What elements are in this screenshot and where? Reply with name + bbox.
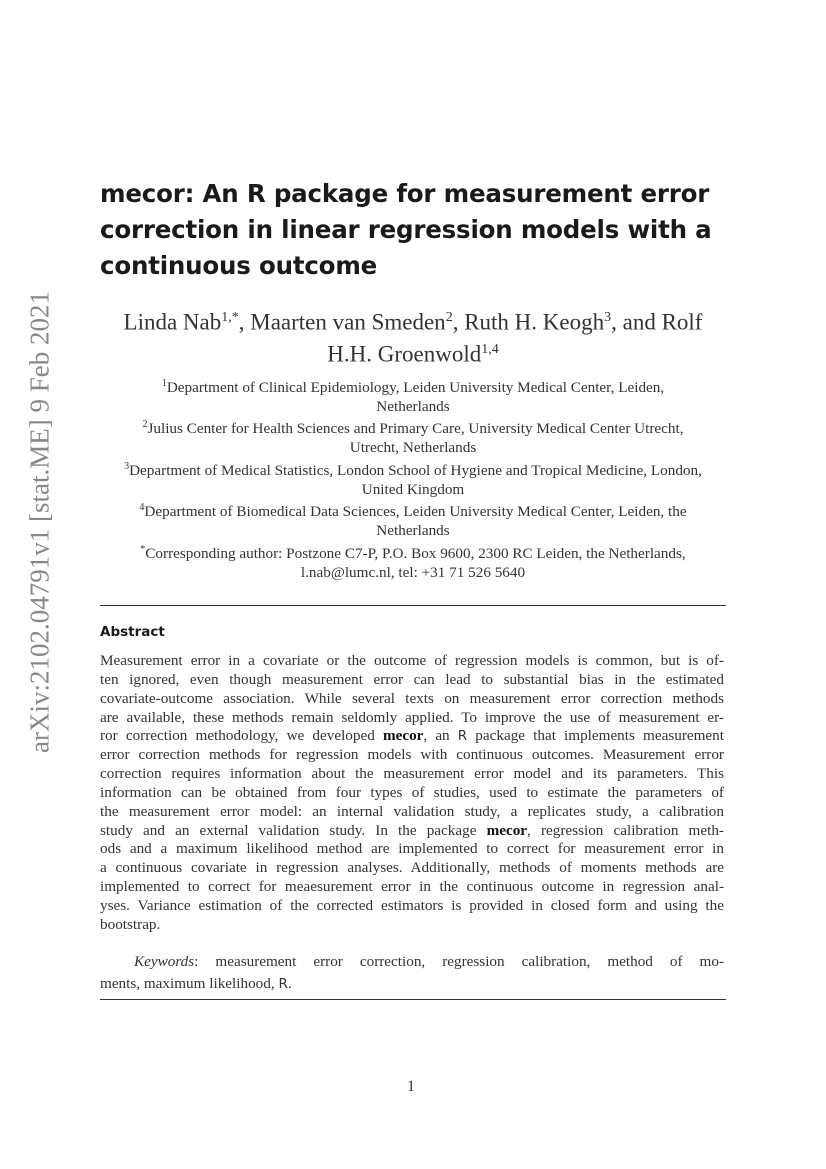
affiliation-text: l.nab@lumc.nl, tel: +31 71 526 5640: [300, 563, 526, 581]
affiliation-text: United Kingdom: [361, 480, 465, 498]
package-name: mecor: [382, 727, 424, 745]
keywords-r: R: [278, 976, 288, 992]
affiliation-line: [96, 375, 730, 398]
affiliation-text: Department of Clinical Epidemiology, Leiden University Medical Center, Leiden,: [166, 379, 665, 397]
abstract-line: [100, 765, 724, 784]
affiliation-line: [96, 439, 730, 458]
affiliation-line: [96, 564, 730, 583]
abstract-text: implemented to correct for meaesurement error in the continuous outcome in regression anal-: [100, 878, 724, 896]
page-number: 1: [407, 1078, 415, 1095]
abstract-text: are available, these methods remain seldomly applied. To improve the use of measurement er-: [100, 708, 724, 726]
affiliation-mark: 3: [124, 460, 130, 472]
abstract-line: [100, 859, 724, 878]
abstract-line: [100, 746, 724, 765]
abstract-line: [100, 671, 724, 690]
abstract-text: yses. Variance estimation of the corrected estimators is provided in closed form and using the: [100, 896, 724, 914]
author-line: [96, 304, 730, 336]
arxiv-identifier: arXiv:2102.04791v1 [stat.ME] 9 Feb 2021: [24, 291, 55, 753]
abstract-line: [100, 803, 724, 822]
author-line: [96, 336, 730, 368]
author-name: , and Rolf: [611, 309, 703, 335]
affiliation-line: [96, 481, 730, 500]
author-affil-mark: 2: [445, 310, 453, 325]
abstract-body: [100, 652, 724, 935]
author-list: [96, 304, 730, 367]
affiliation-text: Department of Biomedical Data Sciences, Leiden University Medical Center, Leiden, the: [144, 503, 687, 521]
abstract-line: [100, 916, 724, 935]
abstract-heading: Abstract: [100, 624, 165, 640]
affiliation-text: Netherlands: [376, 397, 450, 415]
bottom-rule: [100, 999, 726, 1000]
affiliation-line: [96, 522, 730, 541]
abstract-line: [100, 690, 724, 709]
keywords: [100, 951, 724, 995]
abstract-text: bootstrap.: [100, 915, 161, 933]
abstract-text: package that implements measurement: [467, 727, 724, 745]
affiliation-line: [96, 416, 730, 439]
affiliation-mark: 2: [142, 419, 148, 431]
abstract-line: [100, 822, 724, 841]
abstract-text: ten ignored, even though measurement error can lead to substantial bias in the estimated: [100, 670, 724, 688]
abstract-text: ror correction methodology, we developed: [100, 727, 383, 745]
abstract-text: the measurement error model: an internal validation study, a replicates study, a calibration: [100, 802, 724, 820]
abstract-text: covariate-outcome association. While several texts on measurement error correction methods: [100, 689, 724, 707]
abstract-text: Measurement error in a covariate or the outcome of regression models is common, but is of-: [100, 652, 724, 669]
title-line: mecor: An R package for measurement error: [100, 179, 710, 208]
abstract-text: a continuous covariate in regression analyses. Additionally, methods of moments methods are: [100, 859, 724, 877]
abstract-text: study and an external validation study. In the package: [100, 821, 487, 839]
abstract-text: R: [457, 728, 468, 745]
author-name: , Ruth H. Keogh: [452, 309, 605, 335]
keywords-text: ments, maximum likelihood,: [100, 975, 279, 992]
affiliation-text: Department of Medical Statistics, London School of Hygiene and Tropical Medicine, London,: [129, 462, 702, 479]
affiliation-mark: 1: [161, 378, 167, 389]
abstract-line: [100, 878, 724, 897]
abstract-line: [100, 897, 724, 916]
affiliation-text: Corresponding author: Postzone C7-P, P.O. Box 9600, 2300 RC Leiden, the Netherlands,: [145, 544, 686, 562]
abstract-line: [100, 784, 724, 803]
abstract-text: , an: [423, 727, 458, 745]
affiliation-mark: *: [140, 543, 146, 555]
keywords-line: [100, 951, 724, 973]
affiliations: [96, 375, 730, 582]
affiliation-line: [96, 458, 730, 481]
title-line: continuous outcome: [100, 251, 378, 280]
abstract-line: [100, 709, 724, 728]
top-rule: [100, 605, 726, 606]
paper-title: [100, 176, 740, 284]
abstract-text: error correction methods for regression models with continuous outcomes. Measurement error: [100, 746, 724, 764]
abstract-text: , regression calibration meth-: [527, 821, 724, 839]
abstract-text: information can be obtained from four types of studies, used to estimate the parameters of: [100, 783, 724, 801]
keywords-label: Keywords: [134, 953, 195, 970]
author-name: , Maarten van Smeden: [238, 309, 446, 335]
abstract-line: [100, 727, 724, 746]
abstract-text: ods and a maximum likelihood method are implemented to correct for measurement error in: [100, 840, 724, 858]
keywords-text: : measurement error correction, regression calibration, method of mo-: [194, 953, 724, 970]
affiliation-line: [96, 398, 730, 417]
author-affil-mark: 1,4: [481, 341, 499, 357]
author-name: Linda Nab: [123, 309, 222, 335]
keywords-line: [100, 973, 724, 995]
affiliation-text: Julius Center for Health Sciences and Primary Care, University Medical Center Utrecht,: [147, 420, 684, 438]
abstract-line: [100, 840, 724, 859]
author-name: H.H. Groenwold: [327, 341, 482, 367]
affiliation-line: [96, 541, 730, 564]
affiliation-text: Utrecht, Netherlands: [349, 439, 477, 457]
affiliation-mark: 4: [139, 502, 145, 514]
keywords-text: .: [287, 975, 292, 992]
affiliation-text: Netherlands: [376, 522, 450, 540]
title-line: correction in linear regression models with a: [100, 215, 712, 244]
abstract-line: [100, 652, 724, 671]
abstract-text: correction requires information about the measurement error model and its parameters. This: [100, 765, 724, 783]
author-affil-mark: 3: [604, 310, 612, 325]
package-name: mecor: [486, 821, 528, 839]
affiliation-line: [96, 499, 730, 522]
author-affil-mark: 1,*: [221, 310, 239, 325]
